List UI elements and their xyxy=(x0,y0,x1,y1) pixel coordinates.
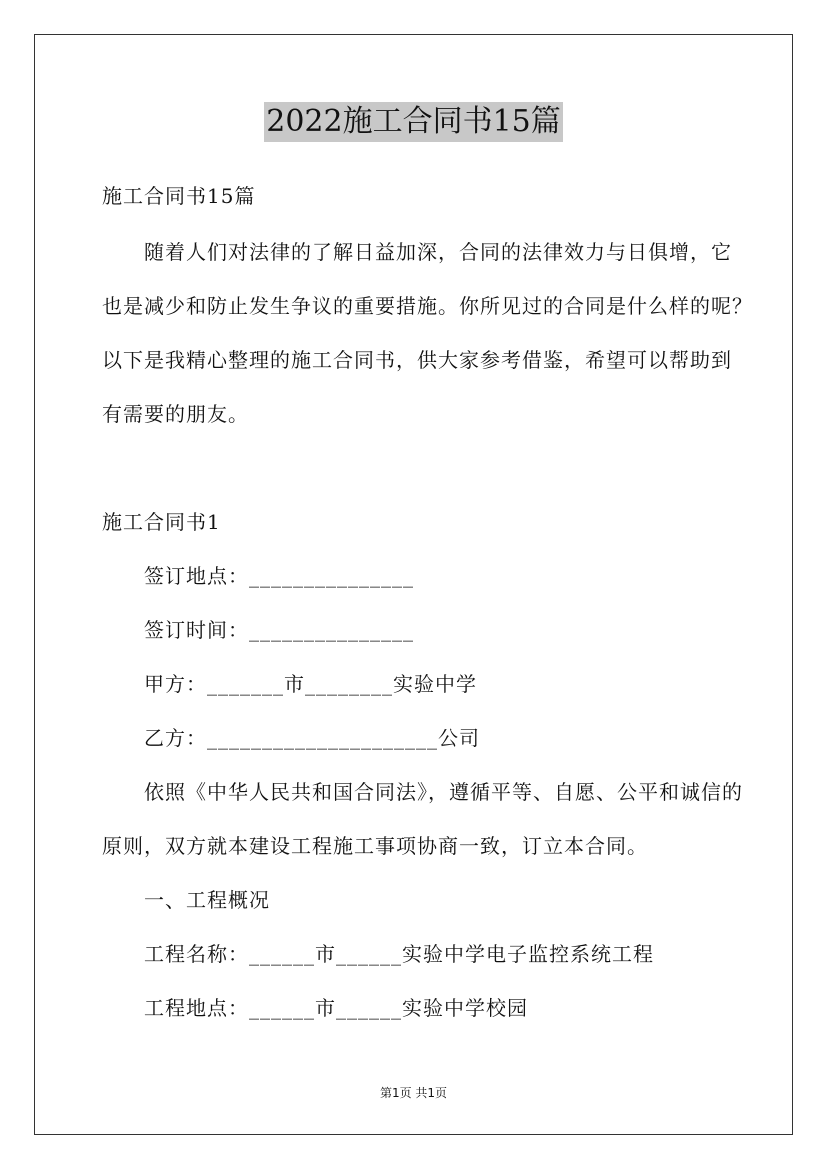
basis-line-2: 原则，双方就本建设工程施工事项协商一致，订立本合同。 xyxy=(102,834,648,858)
section-heading: 施工合同书1 xyxy=(102,510,221,534)
intro-line-4: 有需要的朋友。 xyxy=(102,402,249,426)
overview-heading: 一、工程概况 xyxy=(144,888,270,912)
sign-place-field: 签订地点：_______________ xyxy=(144,564,414,588)
page-footer: 第1页 共1页 xyxy=(379,1086,448,1100)
intro-line-1: 随着人们对法律的了解日益加深，合同的法律效力与日俱增，它 xyxy=(144,240,732,264)
basis-line-1: 依照《中华人民共和国合同法》，遵循平等、自愿、公平和诚信的 xyxy=(144,780,743,804)
project-location-field: 工程地点：______市______实验中学校园 xyxy=(144,996,528,1020)
intro-line-3: 以下是我精心整理的施工合同书，供大家参考借鉴，希望可以帮助到 xyxy=(102,348,732,372)
title-wrapper xyxy=(0,102,827,142)
party-b-field: 乙方：_____________________公司 xyxy=(144,726,480,750)
sign-time-field: 签订时间：_______________ xyxy=(144,618,414,642)
document-title: 2022施工合同书15篇 xyxy=(264,102,563,142)
document-subtitle: 施工合同书15篇 xyxy=(102,184,256,208)
party-a-field: 甲方：_______市________实验中学 xyxy=(144,672,477,696)
project-name-field: 工程名称：______市______实验中学电子监控系统工程 xyxy=(144,942,654,966)
intro-line-2: 也是减少和防止发生争议的重要措施。你所见过的合同是什么样的呢？ xyxy=(102,294,753,318)
